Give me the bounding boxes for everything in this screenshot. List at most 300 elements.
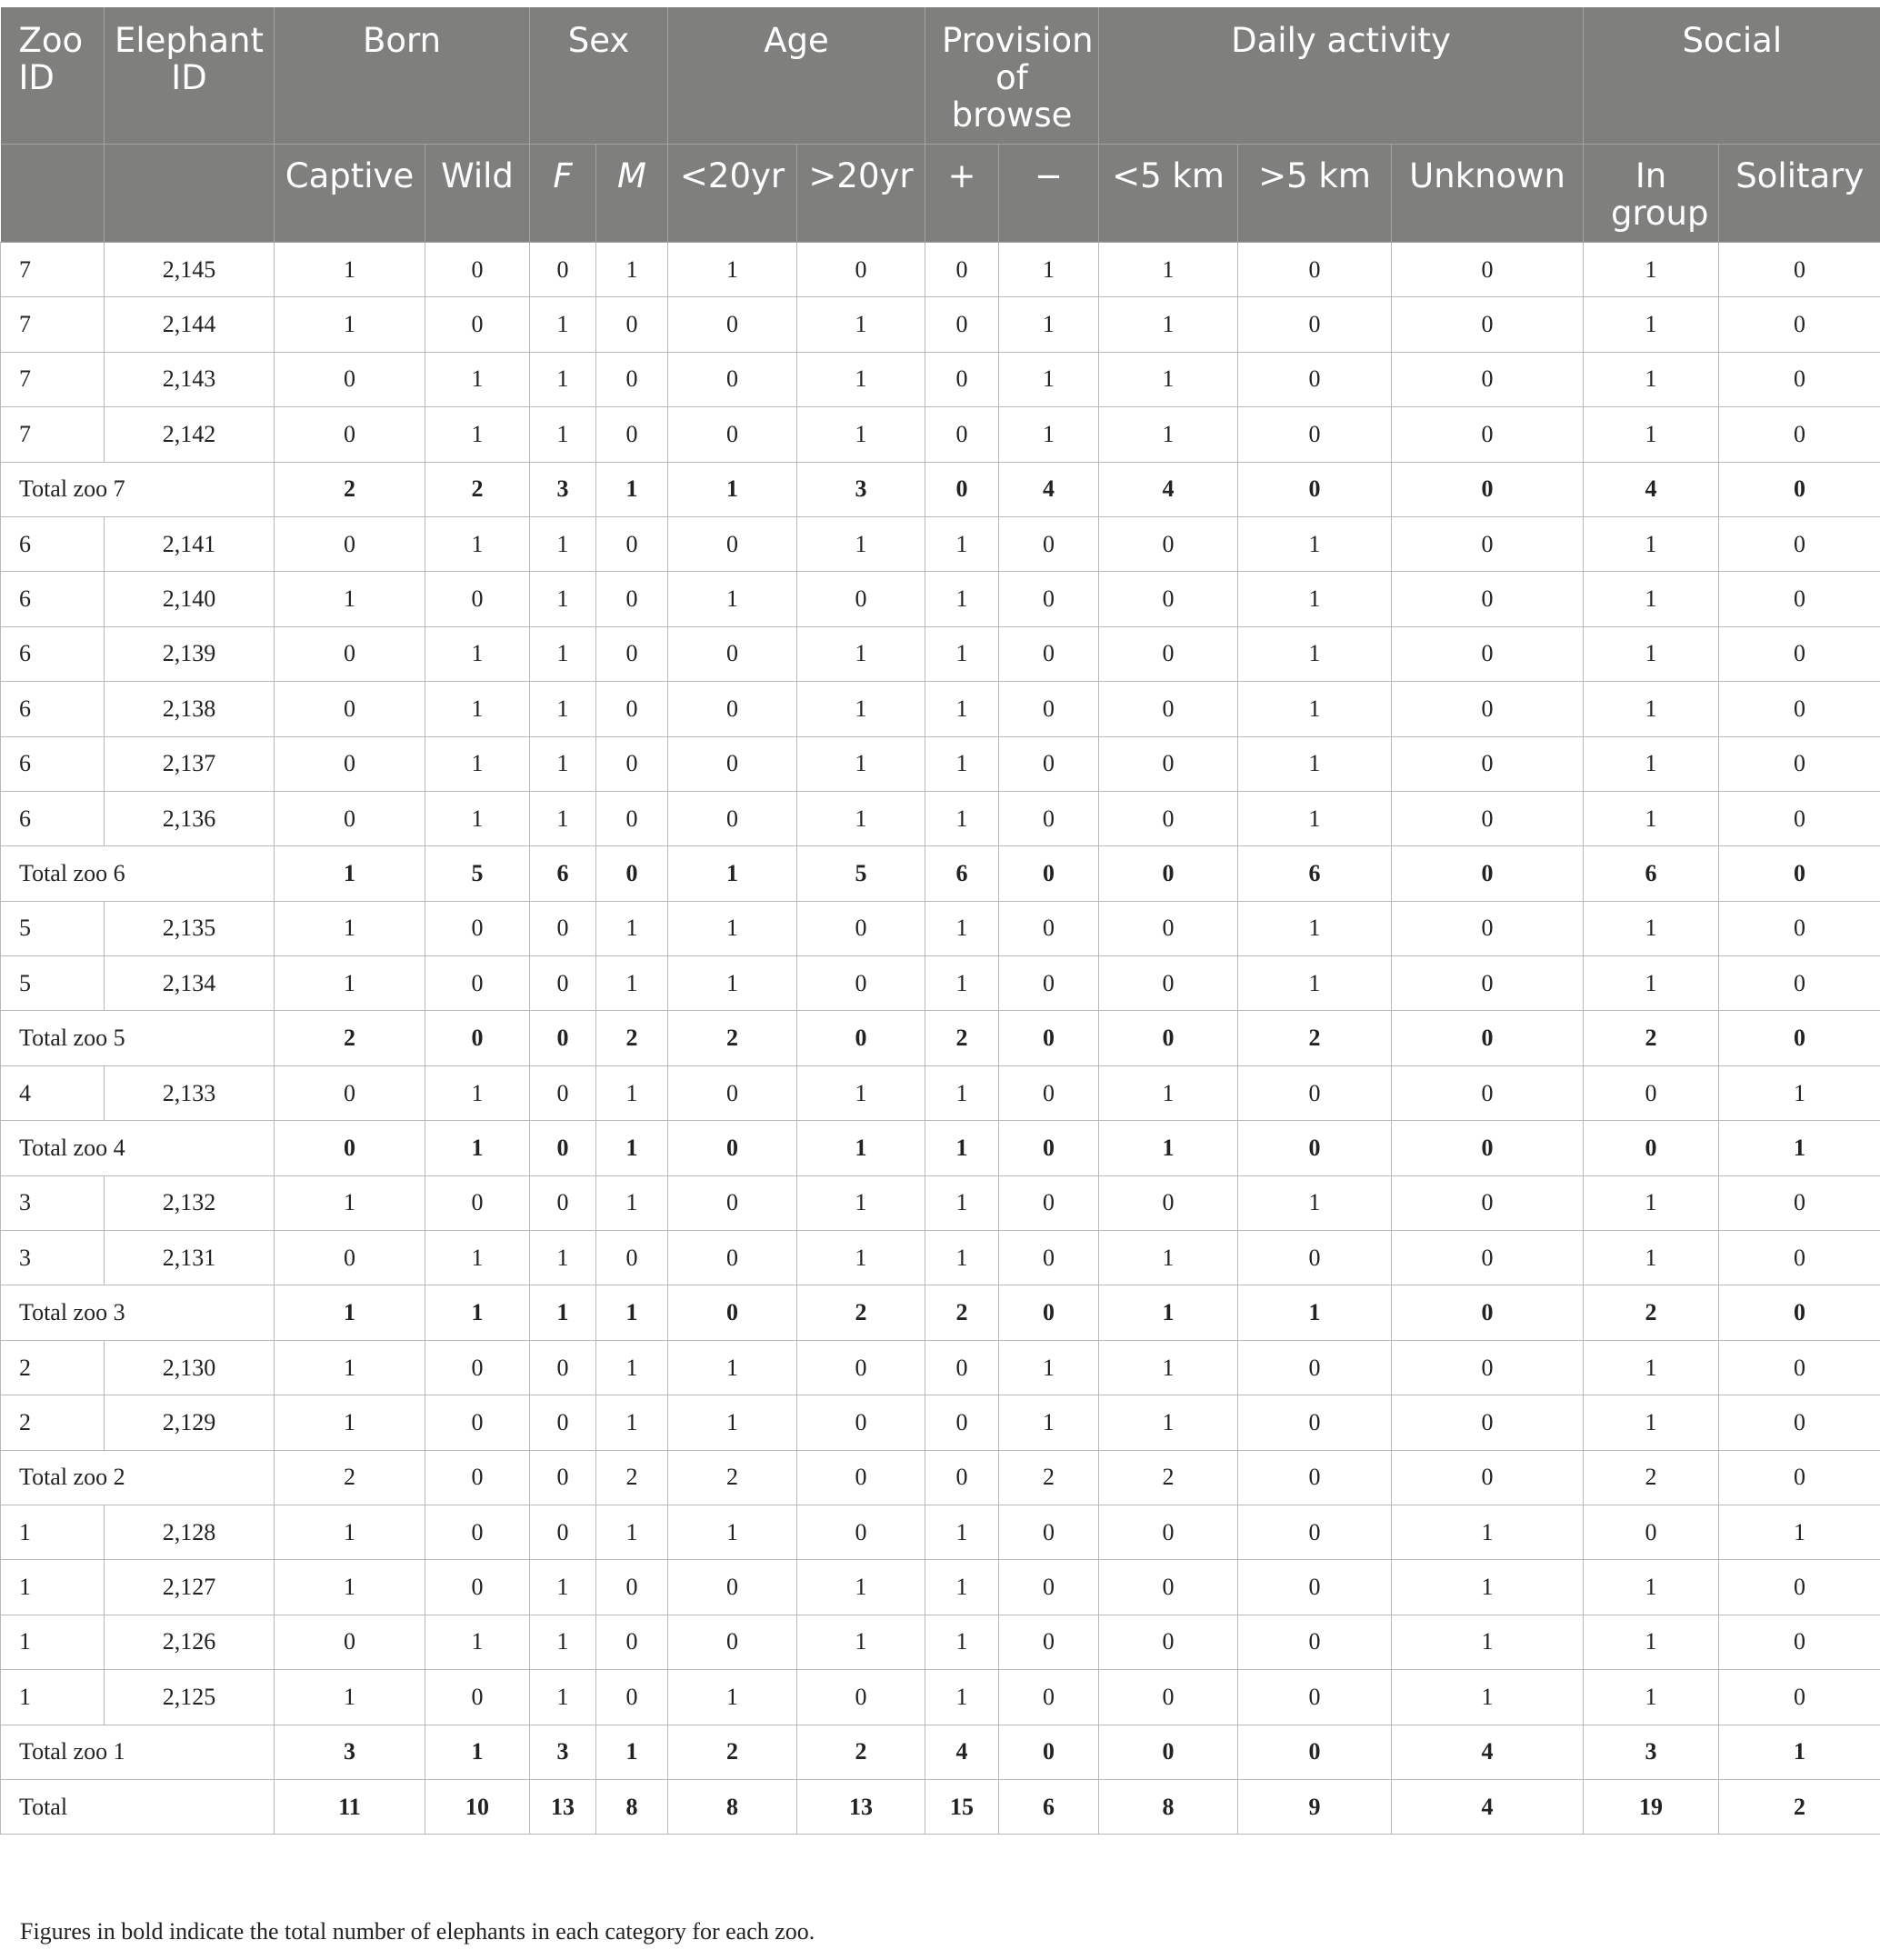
total-label-cell: Total zoo 4 bbox=[1, 1121, 275, 1175]
value-cell: 0 bbox=[1392, 736, 1584, 791]
value-cell: 0 bbox=[797, 901, 925, 955]
value-cell: 1 bbox=[596, 1505, 668, 1559]
value-cell: 2 bbox=[1238, 1011, 1392, 1065]
value-cell: 1 bbox=[596, 1340, 668, 1395]
value-cell: 10 bbox=[425, 1779, 530, 1834]
value-cell: 1 bbox=[1584, 1395, 1719, 1450]
value-cell: 0 bbox=[1719, 1285, 1880, 1340]
value-cell: 1 bbox=[530, 352, 596, 406]
elephant-id-cell: 2,137 bbox=[105, 736, 275, 791]
value-cell: 1 bbox=[530, 791, 596, 845]
value-cell: 0 bbox=[797, 243, 925, 297]
value-cell: 0 bbox=[275, 626, 425, 681]
value-cell: 0 bbox=[668, 1065, 797, 1120]
value-cell: 6 bbox=[925, 846, 999, 901]
subheader-solitary: Solitary bbox=[1719, 145, 1880, 243]
value-cell: 5 bbox=[425, 846, 530, 901]
value-cell: 1 bbox=[530, 1615, 596, 1669]
table-container bbox=[0, 7, 1880, 1835]
value-cell: 0 bbox=[596, 407, 668, 462]
value-cell: 1 bbox=[925, 1175, 999, 1230]
value-cell: 0 bbox=[425, 901, 530, 955]
value-cell: 0 bbox=[275, 736, 425, 791]
value-cell: 0 bbox=[530, 1175, 596, 1230]
value-cell: 1 bbox=[596, 1395, 668, 1450]
value-cell: 1 bbox=[596, 901, 668, 955]
value-cell: 1 bbox=[425, 407, 530, 462]
value-cell: 0 bbox=[1719, 626, 1880, 681]
value-cell: 0 bbox=[1392, 1231, 1584, 1285]
table-row bbox=[1, 297, 1880, 352]
value-cell: 0 bbox=[1238, 1340, 1392, 1395]
value-cell: 1 bbox=[425, 626, 530, 681]
value-cell: 0 bbox=[1719, 297, 1880, 352]
value-cell: 0 bbox=[1719, 901, 1880, 955]
value-cell: 6 bbox=[999, 1779, 1099, 1834]
table-row bbox=[1, 1340, 1880, 1395]
value-cell: 1 bbox=[925, 1121, 999, 1175]
total-label-cell: Total zoo 1 bbox=[1, 1725, 275, 1779]
value-cell: 0 bbox=[275, 682, 425, 736]
value-cell: 1 bbox=[596, 243, 668, 297]
value-cell: 0 bbox=[668, 791, 797, 845]
value-cell: 1 bbox=[1392, 1560, 1584, 1615]
value-cell: 1 bbox=[1238, 1175, 1392, 1230]
subheader-female: F bbox=[530, 145, 596, 243]
zoo-id-cell: 3 bbox=[1, 1231, 105, 1285]
value-cell: 0 bbox=[797, 1450, 925, 1505]
value-cell: 4 bbox=[925, 1725, 999, 1779]
value-cell: 1 bbox=[1584, 352, 1719, 406]
value-cell: 0 bbox=[1238, 407, 1392, 462]
value-cell: 0 bbox=[1392, 297, 1584, 352]
value-cell: 1 bbox=[925, 736, 999, 791]
value-cell: 0 bbox=[1392, 516, 1584, 571]
elephant-id-cell: 2,133 bbox=[105, 1065, 275, 1120]
value-cell: 0 bbox=[999, 1011, 1099, 1065]
value-cell: 0 bbox=[530, 1011, 596, 1065]
value-cell: 1 bbox=[797, 626, 925, 681]
value-cell: 0 bbox=[1392, 1011, 1584, 1065]
value-cell: 1 bbox=[999, 1340, 1099, 1395]
value-cell: 0 bbox=[1719, 791, 1880, 845]
value-cell: 1 bbox=[275, 1340, 425, 1395]
value-cell: 1 bbox=[668, 901, 797, 955]
value-cell: 0 bbox=[1719, 1450, 1880, 1505]
zoo-id-cell: 1 bbox=[1, 1505, 105, 1559]
value-cell: 1 bbox=[999, 352, 1099, 406]
value-cell: 1 bbox=[1584, 1615, 1719, 1669]
value-cell: 0 bbox=[1719, 736, 1880, 791]
value-cell: 0 bbox=[425, 1560, 530, 1615]
value-cell: 0 bbox=[596, 626, 668, 681]
value-cell: 0 bbox=[530, 1395, 596, 1450]
value-cell: 2 bbox=[1584, 1285, 1719, 1340]
value-cell: 0 bbox=[797, 1340, 925, 1395]
value-cell: 0 bbox=[1392, 791, 1584, 845]
value-cell: 0 bbox=[1392, 901, 1584, 955]
value-cell: 0 bbox=[1238, 1395, 1392, 1450]
value-cell: 1 bbox=[1584, 1231, 1719, 1285]
value-cell: 0 bbox=[425, 1011, 530, 1065]
table-row bbox=[1, 516, 1880, 571]
value-cell: 0 bbox=[1099, 516, 1238, 571]
value-cell: 1 bbox=[1584, 682, 1719, 736]
value-cell: 0 bbox=[1238, 1560, 1392, 1615]
value-cell: 1 bbox=[1719, 1505, 1880, 1559]
value-cell: 0 bbox=[596, 1231, 668, 1285]
value-cell: 3 bbox=[797, 462, 925, 516]
value-cell: 1 bbox=[1238, 736, 1392, 791]
value-cell: 0 bbox=[596, 572, 668, 626]
value-cell: 0 bbox=[1719, 1175, 1880, 1230]
value-cell: 0 bbox=[1392, 352, 1584, 406]
value-cell: 1 bbox=[1099, 1065, 1238, 1120]
value-cell: 1 bbox=[1099, 297, 1238, 352]
value-cell: 1 bbox=[1584, 626, 1719, 681]
value-cell: 1 bbox=[596, 1175, 668, 1230]
value-cell: 1 bbox=[1584, 1560, 1719, 1615]
value-cell: 0 bbox=[1099, 956, 1238, 1011]
header-age: Age bbox=[668, 7, 925, 145]
value-cell: 0 bbox=[999, 1065, 1099, 1120]
value-cell: 0 bbox=[999, 572, 1099, 626]
value-cell: 0 bbox=[275, 1121, 425, 1175]
value-cell: 1 bbox=[1719, 1065, 1880, 1120]
value-cell: 0 bbox=[1238, 1670, 1392, 1725]
value-cell: 1 bbox=[1099, 407, 1238, 462]
value-cell: 0 bbox=[596, 791, 668, 845]
total-row bbox=[1, 1011, 1880, 1065]
elephant-id-cell: 2,143 bbox=[105, 352, 275, 406]
zoo-id-cell: 6 bbox=[1, 791, 105, 845]
value-cell: 3 bbox=[530, 462, 596, 516]
value-cell: 1 bbox=[530, 516, 596, 571]
value-cell: 0 bbox=[425, 1395, 530, 1450]
value-cell: 0 bbox=[1392, 1285, 1584, 1340]
value-cell: 1 bbox=[275, 1505, 425, 1559]
value-cell: 0 bbox=[596, 736, 668, 791]
value-cell: 1 bbox=[1584, 736, 1719, 791]
value-cell: 1 bbox=[425, 516, 530, 571]
value-cell: 0 bbox=[1099, 901, 1238, 955]
value-cell: 1 bbox=[925, 572, 999, 626]
value-cell: 0 bbox=[530, 901, 596, 955]
value-cell: 1 bbox=[596, 1065, 668, 1120]
value-cell: 1 bbox=[797, 1231, 925, 1285]
value-cell: 1 bbox=[275, 846, 425, 901]
elephant-id-cell: 2,138 bbox=[105, 682, 275, 736]
value-cell: 1 bbox=[1392, 1615, 1584, 1669]
value-cell: 1 bbox=[797, 736, 925, 791]
header-browse: Provision of browse bbox=[925, 7, 1099, 145]
value-cell: 2 bbox=[668, 1011, 797, 1065]
value-cell: 0 bbox=[596, 1615, 668, 1669]
value-cell: 0 bbox=[1238, 1505, 1392, 1559]
elephant-id-cell: 2,128 bbox=[105, 1505, 275, 1559]
total-row bbox=[1, 1285, 1880, 1340]
value-cell: 1 bbox=[1584, 1340, 1719, 1395]
value-cell: 0 bbox=[1099, 626, 1238, 681]
value-cell: 0 bbox=[1719, 407, 1880, 462]
total-row bbox=[1, 462, 1880, 516]
value-cell: 0 bbox=[1392, 1450, 1584, 1505]
total-row bbox=[1, 846, 1880, 901]
value-cell: 0 bbox=[1584, 1121, 1719, 1175]
value-cell: 0 bbox=[925, 1340, 999, 1395]
value-cell: 0 bbox=[1238, 1450, 1392, 1505]
elephant-id-cell: 2,129 bbox=[105, 1395, 275, 1450]
value-cell: 1 bbox=[925, 1231, 999, 1285]
value-cell: 1 bbox=[668, 243, 797, 297]
value-cell: 1 bbox=[275, 956, 425, 1011]
subheader-browse-plus: + bbox=[925, 145, 999, 243]
value-cell: 1 bbox=[1584, 572, 1719, 626]
value-cell: 1 bbox=[925, 1615, 999, 1669]
value-cell: 0 bbox=[1392, 462, 1584, 516]
value-cell: 1 bbox=[925, 901, 999, 955]
table-row bbox=[1, 956, 1880, 1011]
header-sex: Sex bbox=[530, 7, 668, 145]
header-blank bbox=[1, 145, 105, 243]
value-cell: 0 bbox=[530, 1340, 596, 1395]
value-cell: 0 bbox=[275, 407, 425, 462]
value-cell: 0 bbox=[530, 1450, 596, 1505]
zoo-id-cell: 5 bbox=[1, 901, 105, 955]
value-cell: 1 bbox=[999, 407, 1099, 462]
total-row bbox=[1, 1725, 1880, 1779]
value-cell: 1 bbox=[925, 626, 999, 681]
value-cell: 0 bbox=[668, 1285, 797, 1340]
value-cell: 0 bbox=[1584, 1505, 1719, 1559]
value-cell: 1 bbox=[1584, 243, 1719, 297]
value-cell: 0 bbox=[668, 682, 797, 736]
value-cell: 1 bbox=[1584, 901, 1719, 955]
value-cell: 1 bbox=[797, 407, 925, 462]
zoo-id-cell: 6 bbox=[1, 516, 105, 571]
value-cell: 0 bbox=[999, 1725, 1099, 1779]
subheader-male: M bbox=[596, 145, 668, 243]
value-cell: 1 bbox=[1238, 682, 1392, 736]
value-cell: 0 bbox=[668, 736, 797, 791]
value-cell: 0 bbox=[797, 1395, 925, 1450]
table-row bbox=[1, 682, 1880, 736]
value-cell: 0 bbox=[668, 516, 797, 571]
value-cell: 0 bbox=[275, 352, 425, 406]
elephant-table bbox=[0, 7, 1880, 1835]
value-cell: 4 bbox=[1392, 1725, 1584, 1779]
value-cell: 1 bbox=[999, 297, 1099, 352]
value-cell: 2 bbox=[668, 1725, 797, 1779]
value-cell: 1 bbox=[1584, 956, 1719, 1011]
table-row bbox=[1, 626, 1880, 681]
value-cell: 1 bbox=[1238, 791, 1392, 845]
value-cell: 1 bbox=[275, 1395, 425, 1450]
value-cell: 0 bbox=[1238, 352, 1392, 406]
value-cell: 6 bbox=[530, 846, 596, 901]
value-cell: 1 bbox=[668, 1670, 797, 1725]
value-cell: 1 bbox=[1584, 516, 1719, 571]
total-label-cell: Total bbox=[1, 1779, 275, 1834]
value-cell: 0 bbox=[1238, 1065, 1392, 1120]
value-cell: 0 bbox=[596, 516, 668, 571]
value-cell: 0 bbox=[999, 1670, 1099, 1725]
value-cell: 1 bbox=[596, 1121, 668, 1175]
value-cell: 0 bbox=[1099, 1505, 1238, 1559]
table-row bbox=[1, 1395, 1880, 1450]
subheader-under-5km: <5 km bbox=[1099, 145, 1238, 243]
value-cell: 1 bbox=[425, 1121, 530, 1175]
value-cell: 1 bbox=[1238, 1285, 1392, 1340]
value-cell: 2 bbox=[596, 1450, 668, 1505]
value-cell: 0 bbox=[425, 1175, 530, 1230]
value-cell: 0 bbox=[668, 352, 797, 406]
value-cell: 1 bbox=[797, 1560, 925, 1615]
value-cell: 1 bbox=[425, 791, 530, 845]
value-cell: 1 bbox=[530, 1560, 596, 1615]
value-cell: 0 bbox=[1719, 1011, 1880, 1065]
total-row bbox=[1, 1779, 1880, 1834]
value-cell: 0 bbox=[1099, 1011, 1238, 1065]
value-cell: 1 bbox=[1238, 956, 1392, 1011]
value-cell: 4 bbox=[1392, 1779, 1584, 1834]
value-cell: 0 bbox=[275, 516, 425, 571]
value-cell: 0 bbox=[668, 626, 797, 681]
value-cell: 0 bbox=[596, 297, 668, 352]
value-cell: 0 bbox=[1719, 956, 1880, 1011]
elephant-id-cell: 2,142 bbox=[105, 407, 275, 462]
value-cell: 0 bbox=[1392, 1121, 1584, 1175]
value-cell: 0 bbox=[999, 736, 1099, 791]
value-cell: 8 bbox=[668, 1779, 797, 1834]
total-label-cell: Total zoo 2 bbox=[1, 1450, 275, 1505]
table-row bbox=[1, 352, 1880, 406]
value-cell: 0 bbox=[925, 1450, 999, 1505]
value-cell: 1 bbox=[1392, 1670, 1584, 1725]
value-cell: 0 bbox=[999, 1231, 1099, 1285]
value-cell: 0 bbox=[530, 1121, 596, 1175]
table-row bbox=[1, 407, 1880, 462]
value-cell: 2 bbox=[925, 1285, 999, 1340]
subheader-wild: Wild bbox=[425, 145, 530, 243]
value-cell: 0 bbox=[999, 1615, 1099, 1669]
header-zoo-id: Zoo ID bbox=[1, 7, 105, 145]
zoo-id-cell: 7 bbox=[1, 407, 105, 462]
value-cell: 1 bbox=[668, 1340, 797, 1395]
table-row bbox=[1, 1175, 1880, 1230]
elephant-id-cell: 2,135 bbox=[105, 901, 275, 955]
zoo-id-cell: 6 bbox=[1, 572, 105, 626]
value-cell: 0 bbox=[668, 1560, 797, 1615]
value-cell: 1 bbox=[1099, 1231, 1238, 1285]
value-cell: 0 bbox=[1099, 1175, 1238, 1230]
value-cell: 19 bbox=[1584, 1779, 1719, 1834]
total-row bbox=[1, 1450, 1880, 1505]
value-cell: 0 bbox=[668, 1615, 797, 1669]
table-row bbox=[1, 572, 1880, 626]
zoo-id-cell: 7 bbox=[1, 243, 105, 297]
value-cell: 0 bbox=[1392, 572, 1584, 626]
value-cell: 1 bbox=[668, 846, 797, 901]
value-cell: 1 bbox=[425, 1615, 530, 1669]
elephant-id-cell: 2,132 bbox=[105, 1175, 275, 1230]
value-cell: 0 bbox=[425, 1340, 530, 1395]
value-cell: 1 bbox=[925, 516, 999, 571]
value-cell: 3 bbox=[530, 1725, 596, 1779]
value-cell: 0 bbox=[797, 956, 925, 1011]
value-cell: 0 bbox=[1392, 682, 1584, 736]
value-cell: 1 bbox=[530, 572, 596, 626]
subheader-under-20yr: <20yr bbox=[668, 145, 797, 243]
value-cell: 0 bbox=[530, 1065, 596, 1120]
header-elephant-id: Elephant ID bbox=[105, 7, 275, 145]
value-cell: 0 bbox=[999, 626, 1099, 681]
value-cell: 0 bbox=[668, 1231, 797, 1285]
value-cell: 0 bbox=[1719, 572, 1880, 626]
value-cell: 8 bbox=[596, 1779, 668, 1834]
value-cell: 0 bbox=[1238, 462, 1392, 516]
value-cell: 1 bbox=[797, 1065, 925, 1120]
value-cell: 1 bbox=[1719, 1121, 1880, 1175]
value-cell: 0 bbox=[1392, 846, 1584, 901]
value-cell: 1 bbox=[1099, 352, 1238, 406]
value-cell: 2 bbox=[1584, 1011, 1719, 1065]
value-cell: 0 bbox=[1099, 846, 1238, 901]
value-cell: 1 bbox=[925, 1505, 999, 1559]
table-row bbox=[1, 901, 1880, 955]
value-cell: 0 bbox=[1099, 682, 1238, 736]
value-cell: 0 bbox=[1099, 1725, 1238, 1779]
value-cell: 0 bbox=[925, 243, 999, 297]
value-cell: 3 bbox=[1584, 1725, 1719, 1779]
value-cell: 0 bbox=[797, 1011, 925, 1065]
elephant-id-cell: 2,140 bbox=[105, 572, 275, 626]
value-cell: 2 bbox=[275, 1450, 425, 1505]
value-cell: 13 bbox=[530, 1779, 596, 1834]
value-cell: 1 bbox=[1238, 572, 1392, 626]
value-cell: 0 bbox=[425, 1670, 530, 1725]
value-cell: 1 bbox=[1584, 297, 1719, 352]
value-cell: 0 bbox=[1392, 956, 1584, 1011]
value-cell: 1 bbox=[530, 1231, 596, 1285]
zoo-id-cell: 5 bbox=[1, 956, 105, 1011]
value-cell: 2 bbox=[925, 1011, 999, 1065]
header-row-2 bbox=[1, 145, 1880, 243]
value-cell: 1 bbox=[668, 1505, 797, 1559]
value-cell: 1 bbox=[425, 1231, 530, 1285]
value-cell: 0 bbox=[425, 297, 530, 352]
value-cell: 4 bbox=[1584, 462, 1719, 516]
zoo-id-cell: 6 bbox=[1, 736, 105, 791]
zoo-id-cell: 4 bbox=[1, 1065, 105, 1120]
value-cell: 6 bbox=[1238, 846, 1392, 901]
value-cell: 0 bbox=[668, 407, 797, 462]
value-cell: 3 bbox=[275, 1725, 425, 1779]
value-cell: 2 bbox=[797, 1285, 925, 1340]
table-row bbox=[1, 1065, 1880, 1120]
total-label-cell: Total zoo 5 bbox=[1, 1011, 275, 1065]
value-cell: 0 bbox=[275, 791, 425, 845]
value-cell: 0 bbox=[668, 297, 797, 352]
value-cell: 1 bbox=[275, 1175, 425, 1230]
value-cell: 1 bbox=[668, 956, 797, 1011]
value-cell: 2 bbox=[425, 462, 530, 516]
value-cell: 0 bbox=[1719, 462, 1880, 516]
value-cell: 0 bbox=[925, 462, 999, 516]
value-cell: 0 bbox=[1719, 846, 1880, 901]
value-cell: 0 bbox=[999, 1505, 1099, 1559]
value-cell: 0 bbox=[999, 1285, 1099, 1340]
